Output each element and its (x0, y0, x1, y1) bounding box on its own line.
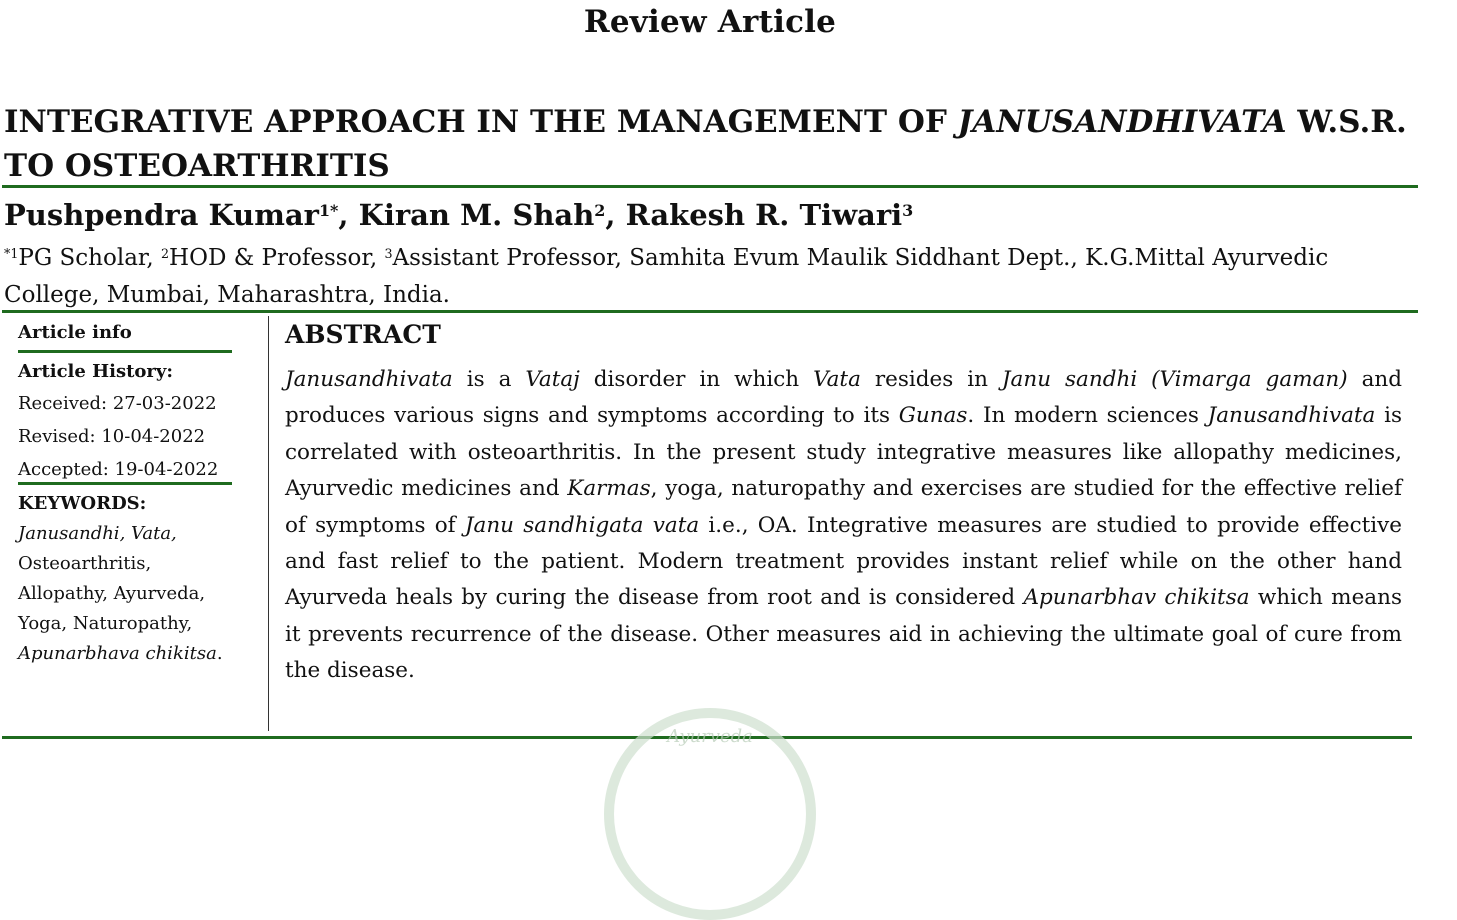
abstract-segment: Janusandhivata (285, 367, 453, 392)
author-mark: 1* (318, 201, 339, 221)
article-title (4, 100, 1414, 188)
affiliation-mark: *1 (4, 246, 19, 262)
author-name: Rakesh R. Tiwari (625, 198, 903, 232)
affiliation-text: HOD & Professor, (169, 245, 385, 271)
title-part-2: W.S.R. TO OSTEOARTHRITIS (4, 104, 1407, 184)
keywords-heading: KEYWORDS: (18, 493, 147, 514)
column-divider (268, 316, 269, 731)
author-name: Kiran M. Shah (358, 198, 595, 232)
keyword-line: Osteoarthritis, (18, 553, 152, 574)
author-separator: , (338, 198, 359, 232)
author-name: Pushpendra Kumar (4, 198, 319, 232)
abstract-segment: , yoga, naturopathy and exercises are studied for the effective relief of symptoms of (285, 476, 1402, 538)
abstract-heading: ABSTRACT (285, 320, 441, 349)
abstract-segment: which means it prevents recurrence of the disease. Other measures aid in achieving the ultimate goal of cure from the disease. (285, 585, 1402, 684)
abstract-segment: Vataj (525, 367, 580, 392)
keyword-line: Allopathy, Ayurveda, (18, 583, 206, 604)
abstract-segment: Gunas (898, 403, 968, 429)
abstract-segment: resides in (860, 367, 1002, 392)
abstract-segment: Janu sandhi (Vimarga gaman) (1001, 367, 1348, 392)
accepted-date: Accepted: 19-04-2022 (18, 459, 219, 480)
affiliation-mark: 2 (161, 246, 170, 262)
journal-seal-watermark (604, 708, 816, 920)
keyword-line (18, 639, 240, 669)
author-mark: 3 (902, 201, 914, 221)
keywords-list (18, 519, 240, 669)
abstract-segment: Karmas (567, 476, 651, 502)
abstract-segment: Apunarbhav chikitsa (1023, 585, 1250, 611)
article-info-rule (18, 350, 232, 353)
affiliation-mark: 3 (384, 246, 393, 262)
affiliation-text: Assistant Professor, Samhita Evum Maulik Siddhant Dept., K.G.Mittal Ayurvedic College, Mumbai, Maharashtra, India. (4, 245, 1329, 308)
affiliation-text: PG Scholar, (18, 245, 161, 271)
author-separator: , (605, 198, 626, 232)
keyword-line: Janusandhi, Vata, (18, 523, 177, 544)
keyword-text: . (216, 643, 223, 664)
affiliation-rule (2, 310, 1418, 313)
abstract-segment: . In modern sciences (967, 403, 1208, 429)
title-part-1: INTEGRATIVE APPROACH IN THE MANAGEMENT OF (4, 104, 958, 140)
abstract-segment: disorder in which (579, 367, 814, 392)
keyword-line: Yoga, Naturopathy, (18, 613, 193, 634)
article-info-heading: Article info (18, 322, 132, 343)
revised-date: Revised: 10-04-2022 (18, 426, 206, 447)
abstract-segment: is a (452, 367, 526, 392)
section-label: Review Article (583, 4, 837, 40)
affiliation (4, 240, 1414, 314)
title-italic: JANUSANDHIVATA (957, 104, 1287, 140)
received-date: Received: 27-03-2022 (18, 393, 217, 414)
title-rule (2, 185, 1418, 188)
abstract-segment: i.e., OA. Integrative measures are studied to provide effective and fast relief to the patient. Modern treatment provides instant relief while on the other hand Ayurveda heals by curing the disease from root and is considered (285, 512, 1402, 611)
watermark-text: Ayurveda (667, 726, 753, 747)
abstract-segment: Vata (813, 367, 861, 392)
abstract-segment: and produces various signs and symptoms according to its (285, 367, 1402, 429)
abstract-segment: is correlated with osteoarthritis. In the present study integrative measures like allopathy medicines, Ayurvedic medicines and (285, 403, 1402, 502)
keyword-text: Apunarbhava chikitsa (18, 643, 217, 664)
article-history-heading: Article History: (18, 361, 174, 382)
abstract-body (285, 362, 1402, 690)
author-list (4, 198, 913, 232)
article-info-sidebar (18, 318, 240, 669)
abstract-segment: Janusandhivata (1207, 403, 1376, 429)
author-mark: 2 (594, 201, 606, 221)
abstract-segment: Janu sandhigata vata (464, 512, 700, 538)
